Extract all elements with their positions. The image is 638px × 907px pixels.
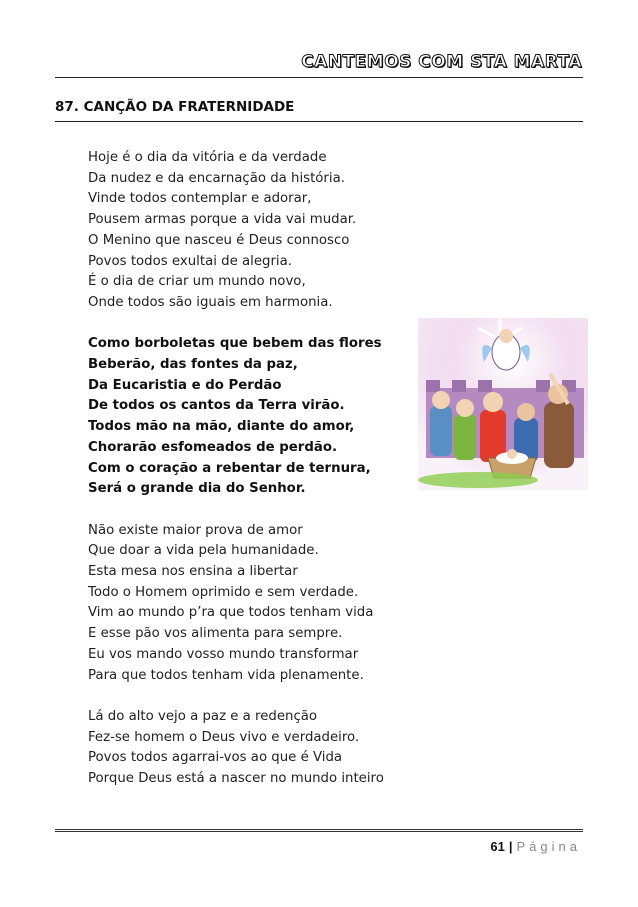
section-title: 87. CANÇÃO DA FRATERNIDADE — [55, 99, 295, 115]
lyric-line: Vinde todos contemplar e adorar, — [88, 191, 312, 207]
lyric-line: Da Eucaristia e do Perdão — [88, 377, 282, 393]
lyric-line: Com o coração a rebentar de ternura, — [88, 460, 371, 476]
lyric-line: Vim ao mundo p’ra que todos tenham vida — [88, 605, 374, 621]
lyric-line: E esse pão vos alimenta para sempre. — [88, 626, 343, 642]
lyric-line: Chorarão esfomeados de perdão. — [88, 439, 338, 455]
lyric-line: Eu vos mando vosso mundo transformar — [88, 646, 359, 662]
chorus-stanza — [88, 334, 448, 500]
lyric-line: Beberão, das fontes da paz, — [88, 357, 298, 373]
verse-stanza — [88, 707, 448, 790]
nativity-illustration — [418, 318, 588, 490]
lyric-line: Esta mesa nos ensina a libertar — [88, 564, 298, 580]
lyric-line: É o dia de criar um mundo novo, — [88, 274, 306, 290]
section-title-rule — [55, 121, 583, 122]
lyric-line: De todos os cantos da Terra virão. — [88, 398, 345, 414]
lyric-line: Porque Deus está a nascer no mundo inteiro — [88, 771, 384, 787]
lyric-line: Povos todos agarrai-vos ao que é Vida — [88, 750, 343, 766]
lyric-line: Para que todos tenham vida plenamente. — [88, 667, 364, 683]
lyric-line: O Menino que nasceu é Deus connosco — [88, 232, 350, 248]
lyric-line: Pousem armas porque a vida vai mudar. — [88, 212, 357, 228]
lyric-line: Que doar a vida pela humanidade. — [88, 543, 319, 559]
lyric-line: Hoje é o dia da vitória e da verdade — [88, 150, 327, 165]
lyric-line: Todos mão na mão, diante do amor, — [88, 419, 355, 435]
lyric-line: Não existe maior prova de amor — [88, 522, 303, 538]
lyric-line: Lá do alto vejo a paz e a redenção — [88, 708, 318, 724]
lyric-line: Será o grande dia do Senhor. — [88, 481, 306, 497]
lyrics-body — [88, 148, 448, 810]
lyric-line: Como borboletas que bebem das flores — [88, 336, 382, 352]
lyric-line: Fez-se homem o Deus vivo e verdadeiro. — [88, 729, 360, 745]
header-title: CANTEMOS COM STA MARTA — [301, 52, 582, 72]
page-number: 61 — [490, 839, 505, 854]
footer-separator: | — [508, 839, 513, 854]
footer-rule — [55, 829, 583, 832]
verse-stanza — [88, 148, 448, 314]
lyric-line: Todo o Homem oprimido e sem verdade. — [88, 584, 359, 600]
page-footer — [490, 839, 581, 854]
verse-stanza — [88, 521, 448, 687]
header-rule — [55, 77, 583, 78]
lyric-line: Povos todos exultai de alegria. — [88, 253, 292, 269]
nativity-children-illustration-icon — [418, 318, 588, 490]
lyric-line: Da nudez e da encarnação da história. — [88, 170, 345, 186]
page-word: Página — [516, 839, 581, 854]
lyric-line: Onde todos são iguais em harmonia. — [88, 294, 333, 310]
